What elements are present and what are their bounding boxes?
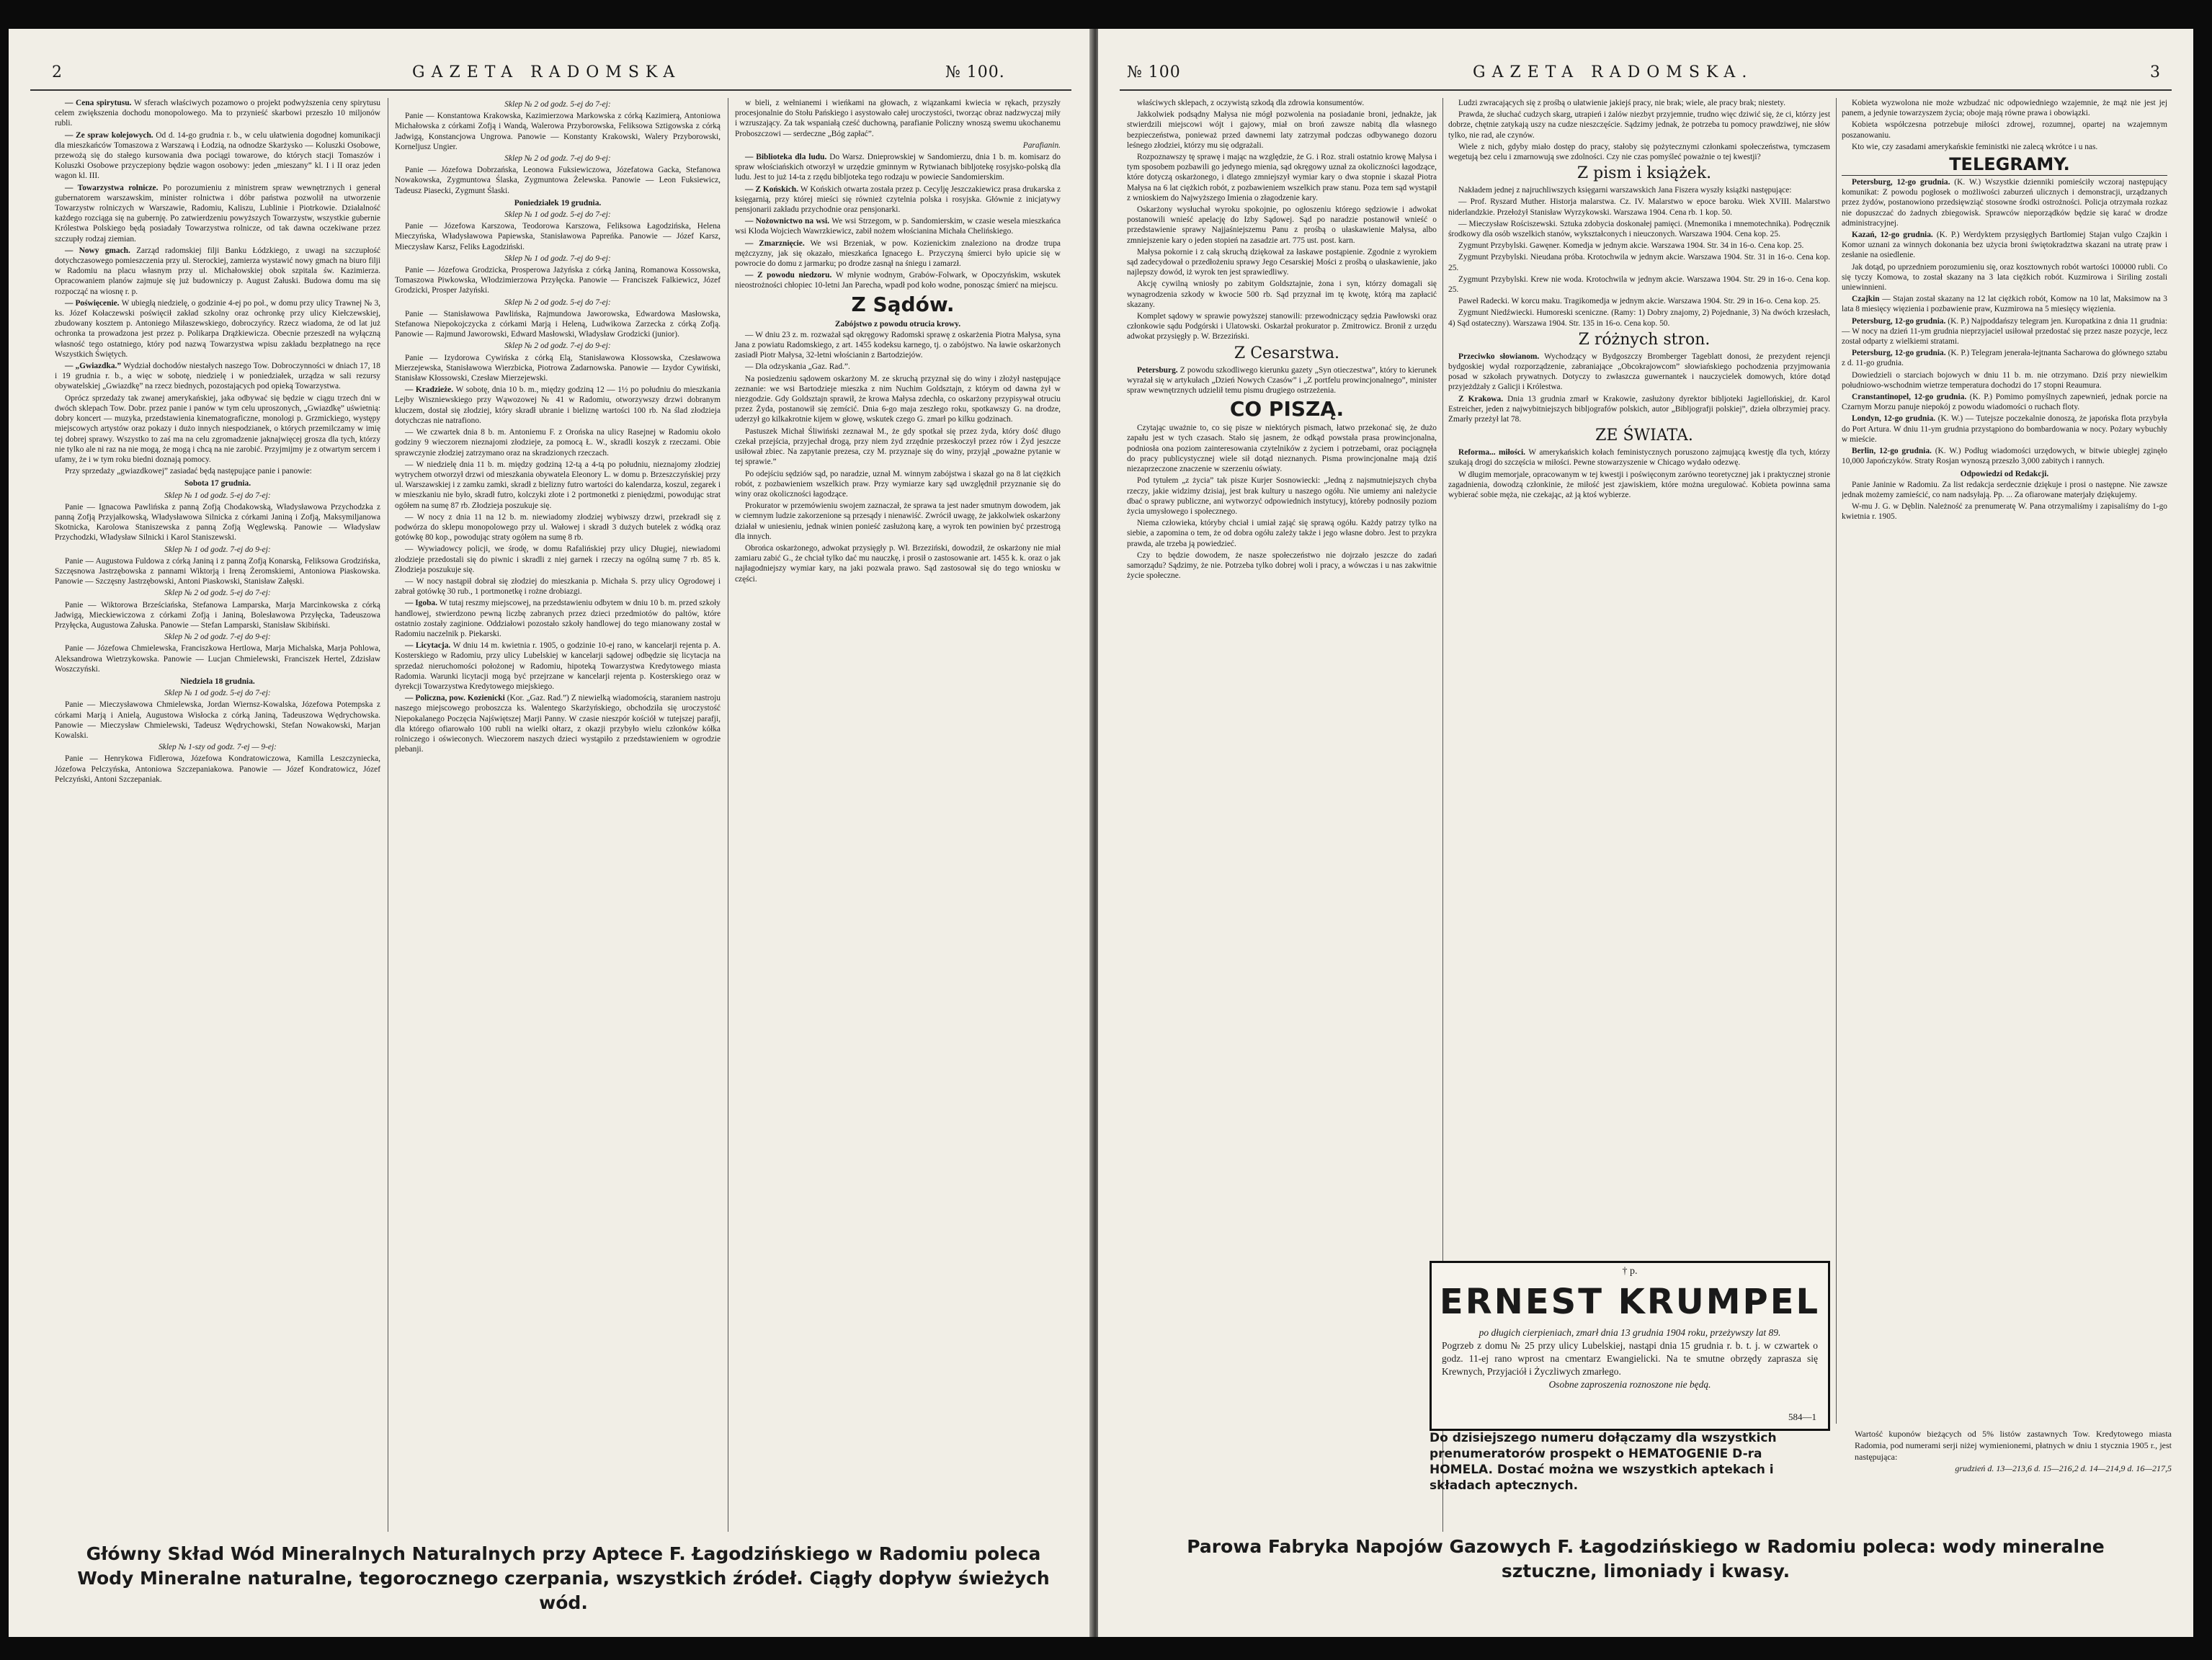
left-issue-number: № 100. (945, 63, 1005, 81)
shop-schedule: Sklep № 1 od godz. 5-ej do 7-ej: (164, 491, 271, 500)
article-paragraph: — Zmarznięcie. We wsi Brzeniak, w pow. Kozienickim znaleziono na drodze trupa mężczyzny, jak się okazało, mieszkańca Ignacego Ł. Przyczyną śmierci było upicie się w powrocie do domu z jarmarku; po drodze zasnął na śniegu i zamarzł. (735, 238, 1061, 269)
article-paragraph: — Biblioteka dla ludu. Do Warsz. Dnieprowskiej w Sandomierzu, dnia 1 b. m. komisarz do spraw włościańskich otworzył w urzędzie gminnym w Rytwianach bibljotekę rosyjsko-polską dla ludu. Jest to już 14-ta z rzędu bibljoteka tego rodzaju w powiecie Sandomierskim. (735, 153, 1061, 182)
article-paragraph: W długim memorjale, opracowanym w tej kwestji i poświęconym zarówno teoretycznej jak i praktycznej stronie zagadnienia, dowodzą członkinie, że miłość jest zjawiskiem, które można uregulować. Kobieta powinna sama wybierać sobie męża, nie czekając, aż ją ktoś wybierze. (1448, 470, 1830, 500)
signature: Parafianin. (1022, 140, 1061, 150)
right-column-divider (1836, 98, 1837, 1424)
article-headline: Petersburg, 12-go grudnia. (1852, 316, 1948, 326)
article-paragraph: — Cena spirytusu. W sferach właściwych pozamowo o projekt podwyższenia ceny spirytusu celem zwiększenia dochodu monopolowego. Ma to przynieść skarbowi przeszło 10 miljonów rubli. (55, 99, 380, 128)
article-paragraph: Cranstantinopel, 12-go grudnia. (K. P.) Pomimo pomyślnych zapewnień, jednak porcie na Czarnym Morzu panuje niepokój z powodu wiadomości o ruchach floty. (1842, 393, 2167, 412)
article-headline: Londyn, 12-go grudnia. (1852, 414, 1938, 424)
article-paragraph: Panie — Mieczysławowa Chmielewska, Jordan Wiernsz-Kowalska, Józefowa Potempska z córkami Marją i Anielą, Augustowa Wisłocka z córką Janiną, Tadeuszowa Wędrychowska. Panowie — Mieczysław Chmielewski, Tadeusz Wędrychowski, Stefan Nowakowski, Marjan Kowalski. (55, 700, 380, 740)
article-paragraph: Paweł Radecki. W korcu maku. Tragikomedja w jednym akcie. Warszawa 1904. Str. 29 in 16-o. Cena kop. 25. (1458, 297, 1821, 306)
article-paragraph: Panie — Ignacowa Pawlińska z panną Zofją Chodakowską, Władysławowa Przychodzka z panną Zofją Przyjałkowską, Władysławowa Silnicka z córkami Janiną i Zofją, Maksymiljanowa Skotnicka, Karolowa Staniszewska z panną Zofją Węglewską. Panowie — Władysław Przychodzki, Władysław Silnicki i Karol Staniszewski. (55, 502, 380, 543)
obituary-name: ERNEST KRUMPEL (1439, 1282, 1821, 1322)
article-headline: Berlin, 12-go grudnia. (1852, 447, 1935, 456)
hematogen-notice: Do dzisiejszego numeru dołączamy dla wszystkich prenumeratorów prospekt o HEMATOGENIE D-ra HOMELA. Dostać można we wszystkich aptekach i składach aptecznych. (1430, 1431, 1777, 1493)
coupon-text: Wartość kuponów bieżących od 5% listów zastawnych Tow. Kredytowego miasta Radomia, pod numerami serji niżej wymienionemi, płatnych w dniu 1 stycznia 1905 r., jest następująca: (1855, 1429, 2172, 1462)
article-paragraph: Oprócz sprzedaży tak zwanej amerykańskiej, jaka odbywać się będzie w ciągu trzech dni w dwóch sklepach Tow. Dobr. przez panie i panów w tym celu uproszonych, „Gwiazdkę” uświetnią: dobry koncert — muzyka, przedstawienia kinematograficzne, monologi p. Grzmickiego, występy miejscowych artystów oraz pokazy i dużo innych niespodzianek, o których przemilczamy w imię tej dobrej sprawy. Wszystko to zaś ma na celu zgromadzenie jaknajwięcej grosza dla tych, którzy nie tylko ale ni raz na nie mogą, że mogą i chcą na nie zarobić. Przyjmijmy je z otwartym sercem i ufamy, że i w tym roku biedni doznają pomocy. (55, 393, 380, 464)
article-headline: Cranstantinopel, 12-go grudnia. (1852, 393, 1970, 402)
article-headline: — Biblioteka dla ludu. (745, 153, 830, 162)
right-column-3 (1842, 98, 2167, 1416)
article-paragraph: Czytając uważnie to, co się pisze w niektórych pismach, łatwo przekonać się, że dużo zapału jest w tych czasach. Stało się jasnem, że odkąd powstała prasa prowincjonalna, podniosła ona poziom zainteresowania czytelników z życiem i potrzebami, oraz pociągnęła do pracy publicystycznej wiele sił dotąd nieznanych. Pisma prowincjonalne mają dziś niezaprzeczone znaczenie w szerzeniu oświaty. (1127, 424, 1437, 474)
left-column-1 (55, 98, 380, 1532)
article-headline: — Nowy gmach. (65, 246, 137, 255)
article-paragraph: — W niedzielę dnia 11 b. m. między godziną 12-tą a 4-tą po południu, nieznajomy złodziej wytrychem otworzył drzwi od mieszkania obywatela Eleonory L. w domu p. Brzeszczyńskiej przy ul. Warszawskiej i z zamku zamki, skradł z bielizny futro wartości do kalendarza, koszul, zegarek i w mieszkaniu nie było, skradł futro, kolczyki złote i 2 portmonetki z pieniędzmi, powodując strat ogółem na sumę 87 rb. Złodzieja poszukuje się. (395, 460, 721, 510)
article-paragraph: Petersburg. Z powodu szkodliwego kierunku gazety „Syn otieczestwa”, który to kierunek wyrażał się w artykułach „Dzień Nowych Czasów” i „Z portfelu prowincjonalnego”, minister spraw wewnętrznych udzielił temu pismu drugiego ostrzeżenia. (1127, 365, 1437, 396)
section-heading: CO PISZĄ. (1229, 397, 1344, 421)
article-paragraph: Akcję cywilną wniosły po zabitym Goldsztajnie, żona i syn, którzy domagali się wynagrodzenia szkody w kwocie 500 rb. Sąd przyznał im tę kwotę, którą ma zapłacić skazany. (1127, 280, 1437, 309)
article-paragraph: Londyn, 12-go grudnia. (K. W.) — Tutejsze poczekalnie donoszą, że japońska flota przybyła do Port Artura. W dniu 11-ym grudnia przystąpiono do bombardowania w nocy. Pożary wybuchły w mieście. (1842, 414, 2167, 444)
left-page-number: 2 (52, 63, 68, 81)
article-paragraph: Panie — Konstantowa Krakowska, Kazimierzowa Markowska z córką Kazimierą, Antoniowa Michałowska z córkami Zofją i Wandą, Walerowa Przyborowska, Feliksowa Sztigowska z córką Jadwigą, Konstancjowa Ungrowa. Panowie — Konstanty Krakowski, Walery Przyborowski, Korneljusz Ungier. (395, 112, 721, 151)
article-paragraph: Panie Janinie w Radomiu. Za list redakcja serdecznie dziękuje i prosi o następne. Nie zawsze jednak możemy zamieścić, co nam nadsyłają. Pp. ... Za ofiarowane materjały dziękujemy. (1842, 480, 2167, 499)
article-paragraph: — Nożownictwo na wsi. We wsi Strzegom, w p. Sandomierskim, w czasie wesela mieszkańca wsi Kloda Wojciech Wawrzkiewicz, zabił nożem włościanina Michała Chelińskiego. (735, 217, 1061, 236)
section-heading: Z Sądów. (851, 292, 955, 316)
article-paragraph: Małysa pokornie i z całą skruchą dziękował za łaskawe postąpienie. Zgodnie z wyrokiem sąd zadecydował o przedłożeniu sprawy Jego Cesarskiej Mości z prośbą o ułaskawienie, jako najlepszy dowód, iż wyrok ten jest sprawiedliwy. (1127, 247, 1437, 277)
article-paragraph: właściwych sklepach, z oczywistą szkodą dla zdrowia konsumentów. (1137, 99, 1365, 107)
article-paragraph: w bieli, z wełnianemi i wieńkami na głowach, z wiązankami kwiecia w rękach, przyszły procesjonalnie do Stołu Pańskiego i asystowało całej uroczystości, tworząc obraz nadzwyczaj miły i wzruszający. Za tak wspaniałą cześć duchowną, parafianie Policzny wnoszą swemu ukochanemu Proboszczowi — serdeczne „Bóg zapłać”. (735, 99, 1061, 138)
article-paragraph: — „Gwiazdka.” Wydział dochodów niestałych naszego Tow. Dobroczynności w dniach 17, 18 i 19 grudnia r. b., a więc w sobotę, niedzielę i w poniedziałek, urządza w sali rezursy obywatelskiej „Gwiazdkę” na rzecz biednych, pozostających pod opieką Towarzystwa. (55, 362, 380, 391)
section-heading: Z różnych stron. (1578, 330, 1711, 349)
article-paragraph: — Towarzystwa rolnicze. Po porozumieniu z ministrem spraw wewnętrznych i generał gubernatorem warszawskim, minister rolnictwa i dóbr państwa pozwolił na utworzenie Towarzystw rolniczych w Warszawie, Radomiu, Kaliszu, Lublinie i Piotrkowie. Działalność każdego rozciąga się na gubernję. Po zatwierdzeniu powyższych Towarzystw, wszystkie gubernie Królestwa Polskiego będą posiadały Towarzystwa rolnicze, od tak dawna oczekiwane przez szczupły rodzaj ziemian. (55, 183, 380, 244)
article-headline: — Licytacja. (405, 641, 453, 651)
article-paragraph: Obrońca oskarżonego, adwokat przysięgły p. Wł. Brzeziński, dowodził, że oskarżony nie miał zamiaru zabić G., że chciał tylko dać mu nauczkę, i prosił o zastosowanie art. 1455 k. k. oraz o jak najłagodniejszy wymiar kary, na jaki pozwala prawo. Sąd zastosował się do tego wniosku w części. (735, 543, 1061, 584)
article-paragraph: Prokurator w przemówieniu swojem zaznaczał, że sprawa ta jest nader smutnym dowodem, jak w ciemnym ludzie zakorzenione są przesądy i nienawiść. Zwrócił uwagę, że jakkolwiek oskarżony działał w uniesieniu, jednak winien ponieść zasłużoną karę, a wyrok ten powinien być przestrogą dla innych. (735, 501, 1061, 541)
article-paragraph: — Igoba. W tutaj reszmy miejscowej, na przedstawieniu odbytem w dniu 10 b. m. przed szkoły handlowej, stwierdzono pewną liczbę zabranych przez dzieci przedmiotów do paltów, które ostatnio zostały zaginione. Oddziałowi pozostało szkoły handlowej do tego mianowany został w Radomiu naczelnik p. Piekarski. (395, 599, 721, 638)
article-paragraph: Dowiedzieli o starciach bojowych w dniu 11 b. m. nie otrzymano. Dziś przy niewielkim południowo-wschodnim wietrze temperatura dochodzi do 17 stopni Reaumura. (1842, 370, 2167, 390)
article-paragraph: Jakkolwiek podsądny Małysa nie mógł pozwolenia na posiadanie broni, jednakże, jak stwierdzili miejscowi wójt i gajowy, miał on broń zawsze nabitą dla własnego bezpieczeństwa, ponieważ przed dawnemi laty zatrzymał podczas odbywanego dozoru leśnego złodziei, którzy mu się odgrażali. (1127, 110, 1437, 150)
article-paragraph: — Prof. Ryszard Muther. Historja malarstwa. Cz. IV. Malarstwo w epoce baroku. Wiek XVIII. Malarstwo niderlandzkie. Przełożył Stanisław Wyrzykowski. Warszawa 1904. Cena rb. 1 kop. 50. (1448, 197, 1830, 217)
article-headline: — Cena spirytusu. (65, 99, 135, 107)
article-paragraph: Panie — Józefowa Karszowa, Teodorowa Karszowa, Feliksowa Łagodzińska, Helena Mieczyńska, Władysławowa Papiewska, Stanisławowa Papreńka. Panowie — Józef Karsz, Mieczysław Karsz, Feliks Łagodziński. (395, 222, 721, 251)
right-column-2 (1448, 98, 1830, 1251)
article-paragraph: Czajkin — Stajan został skazany na 12 lat ciężkich robót, Komow na 10 lat, Maksimow na 3 lata 8 miesięcy więzienia i pozbawienie praw, Kuzmirowa na 5 miesięcy więzienia. (1842, 295, 2167, 314)
obituary-funeral-text: Pogrzeb z domu № 25 przy ulicy Lubelskiej, nastąpi dnia 15 grudnia r. b. t. j. w czwartek o godz. 11-ej rano wprost na cmentarz Ewangielicki. Na te smutne obrzędy zaprasza się Krewnych, Przyjaciół i Życzliwych zmarłego. (1442, 1340, 1818, 1377)
left-column-2 (395, 98, 721, 1532)
article-paragraph: — Licytacja. W dniu 14 m. kwietnia r. 1905, o godzinie 10-ej rano, w kancelarji rejenta p. A. Kosterskiego w Radomiu, przy ulicy Lubelskiej w kancelarji sądowej odbędzie się licytacja na sprzedaż nieruchomości położonej w Radomiu, hipoteką Towarzystwa Kredytowego miasta Radomia. Warunki licytacji mogą być przejrzane w kancelarji rejenta p. Kosterskiego oraz w dyrekcji Towarzystwa Kredytowego miejskiego. (395, 641, 721, 691)
section-heading: Z Cesarstwa. (1234, 344, 1340, 362)
article-headline: Z Krakowa. (1458, 394, 1508, 403)
shop-schedule: Sklep № 2 od godz. 7-ej do 9-ej: (164, 633, 271, 642)
telegrams-heading: TELEGRAMY. (1842, 153, 2167, 176)
coupon-rates: grudzień d. 13—213,6 d. 15—216,2 d. 14—214,9 d. 16—217,5 (1955, 1463, 2172, 1473)
article-paragraph: Petersburg, 12-go grudnia. (K. W.) Wszystkie dzienniki pomieściły wczoraj następujący komunikat: Z powodu pogłosek o możliwości zaburzeń ulicznych i demonstracji, urządzanych przez żydów, postanowiono przedsięwziąć stosowne środki ostrożności. Policja otrzymała rozkaz nie dopuszczać do żadnych zbiegowisk. Sprawców nieporządków będzie się karać w drodze administracyjnej. (1842, 178, 2167, 228)
article-paragraph: Panie — Stanisławowa Pawlińska, Rajmundowa Jaworowska, Edwardowa Masłowska, Stefanowa Niepokojczycka z córkami Marją i Heleną, Ludwikowa Zarzecka z córką Zofją. Panowie — Rajmund Jaworowski, Edward Masłowski, Władysław Grodzicki (junior). (395, 309, 721, 339)
article-headline: Petersburg, 12-go grudnia. (1852, 178, 1955, 187)
article-paragraph: — We czwartek dnia 8 b. m. Antoniemu F. z Orońska na ulicy Rasejnej w Radomiu około godziny 9 wieczorem nieznajomi złodzieje, za pomocą Ł. W., skradli koszyk z rzeczami. Obie sprawczynie złodziej zatrzymano oraz na skradzionych rzeczach. (395, 428, 721, 458)
article-paragraph: Panie — Józefowa Grodzicka, Prosperowa Jażyńska z córką Janiną, Romanowa Kossowska, Tomaszowa Piwkowska, Włodzimierzowa Przyłęcka. Panowie — Franciszek Falkiewicz, Józef Grodzicki, Prosper Jażyński. (395, 266, 721, 295)
article-paragraph: Ludzi zwracających się z prośbą o ułatwienie jakiejś pracy, nie brak; wiele, ale pracy brak; niestety. (1458, 99, 1785, 107)
article-headline: — Poświęcenie. (65, 298, 122, 308)
article-paragraph: Niema człowieka, któryby chciał i umiał zająć się sprawą ogółu. Każdy patrzy tylko na siebie, a zapomina o tem, że od dobra ogółu zależy także i jego własne dobro. Jest to przykra prawda, ale trzeba ją powiedzieć. (1127, 519, 1437, 548)
article-paragraph: Reforma... miłości. W amerykańskich kołach feministycznych poruszono zajmującą kwestję dla tych, którzy szukają drogi do szczęścia w miłości. Pewne stowarzyszenie w Chicago wydało odezwę. (1448, 448, 1830, 468)
article-paragraph: Zygmunt Przybylski. Krew nie woda. Krotochwila w jednym akcie. Warszawa 1904. Str. 29 in 16-o. Cena kop. 25. (1448, 275, 1830, 295)
article-paragraph: Petersburg, 12-go grudnia. (K. P.) Telegram jenerała-lejtnanta Sacharowa do głównego sztabu z d. 11-go grudnia. (1842, 349, 2167, 368)
section-heading: Z pism i książek. (1577, 164, 1712, 183)
article-paragraph: Nakładem jednej z najruchliwszych księgarni warszawskich Jana Fiszera wyszły książki następujące: (1458, 186, 1792, 195)
article-headline: — Kradzieże. (405, 385, 456, 395)
article-headline: Przeciwko słowianom. (1458, 352, 1545, 361)
article-paragraph: Jak dotąd, po uprzedniem porozumieniu się, oraz kosztownych robót wartości 100000 rubli. Co się tyczy Komowa, to został skazany na 3 lata ciężkich robót. Kuzmirowa i Siriling zostali uniewinnieni. (1842, 262, 2167, 293)
shop-schedule: Sklep № 1 od godz. 7-ej do 9-ej: (164, 545, 271, 554)
left-footer-advert: Główny Skład Wód Mineralnych Naturalnych przy Aptece F. Łagodzińskiego w Radomiu poleca Wody Mineralne naturalne, tegorocznego czerpania, wszystkich źródeł. Ciągły dopływ świeżych wód. (77, 1543, 1050, 1613)
article-paragraph: Oskarżony wysłuchał wyroku spokojnie, po ogłoszeniu którego sędziowie i adwokat postanowili wnieść apelację do Izby Sądowej. Sąd po naradzie postanowił wnieść o przedstawienie sprawy Najjaśniejszemu Panu z prośbą o ułaskawienie Małysa, albo zmniejszenie kary o jeden stopień na zasadzie art. 775 ust. post. karn. (1127, 205, 1437, 245)
article-paragraph: Panie — Józefowa Chmielewska, Franciszkowa Hertlowa, Marja Michalska, Marja Pohlowa, Aleksandrowa Wietrzykowska. Panowie — Lucjan Chmielewski, Franciszek Hertel, Zdzisław Woszczyński. (55, 644, 380, 674)
article-headline: Reforma... miłości. (1458, 448, 1529, 458)
article-paragraph: — W nocy z dnia 11 na 12 b. m. niewiadomy złodziej wybiwszy drzwi, przekradł się z podwórza do sklepu monopolowego przy ul. Wałowej i skradł 3 dużych butelek z wódką oraz gotówkę 80 kop., powodując straty ogółem na sumę 8 rb. (395, 512, 721, 543)
article-paragraph: Pod tytułem „z życia” tak pisze Kurjer Sosnowiecki: „Jedną z najsmutniejszych chyba rzeczy, jakie widzimy dzisiaj, jest brak kultury u naszego ogółu. Nie umiemy ani należycie dbać o sprawy publiczne, ani wytworzyć odpowiednich instytucyj, któreby podnosiły poziom życia umysłowego i społecznego. (1127, 476, 1437, 516)
article-paragraph: W-mu J. G. w Dęblin. Należność za prenumeratę W. Pana otrzymaliśmy i zapisaliśmy do 1-go kwietnia r. 1905. (1842, 502, 2167, 522)
article-paragraph: Na posiedzeniu sądowem oskarżony M. ze skruchą przyznał się do winy i złożył następujące zeznanie: we wsi Bartodzieje mieszka z nim Nuchim Goldsztajn, z którym od dawna żył w niezgodzie. Gdy Goldsztajn sprawił, że krowa Małysa zdechła, co oskarżony przypisywał otruciu przez Żyda, postanowił się zemścić. Dnia 6-go maja zeszłego roku, spotkawszy G. na drodze, uderzył go kilkakrotnie kijem w głowę, wskutek czego G. zmarł po kilku godzinach. (735, 374, 1061, 424)
article-paragraph: Z Krakowa. Dnia 13 grudnia zmarł w Krakowie, zasłużony dyrektor bibljoteki Jagiellońskiej, dr. Karol Estreicher, jeden z najwybitniejszych bibljografów polskich, autor „Bibljografji polskiej”, dzieła olbrzymiej pracy. Zmarły przeżył lat 78. (1448, 394, 1830, 424)
shop-schedule: Sklep № 2 od godz. 5-ej do 7-ej: (504, 100, 611, 109)
article-paragraph: Przeciwko słowianom. Wychodzący w Bydgoszczy Bromberger Tageblatt donosi, że prezydent rejencji bydgoskiej wydał rozporządzenie, zabraniające „Obcokrajowcom” słowiańskiego pochodzenia przyjmowania posad w szkołach prywatnych. Dotyczy to zwłaszcza guwernantek i nauczycielek domowych, które dotąd przyjeżdżały z Galicji i Królestwa. (1448, 352, 1830, 392)
subheading: Poniedziałek 19 grudnia. (514, 198, 602, 208)
article-headline: — Igoba. (405, 599, 440, 608)
coupon-values (1855, 1428, 2172, 1474)
shop-schedule: Sklep № 2 od godz. 7-ej do 9-ej: (504, 154, 611, 164)
obituary-code: 584—1 (1788, 1411, 1816, 1422)
article-headline: Petersburg, 12-go grudnia. (1852, 349, 1948, 358)
article-paragraph: Prawda, że słuchać cudzych skarg, utrapień i żalów niezbyt przyjemnie, trudno więc dziwić się, że ci, którzy jest dobrze, chętnie zatykają uszy na cudze nieszczęście. Sądzimy jednak, że potrzeba tu pomocy prawdziwej, nie słów tylko, nie rad, ale czynów. (1448, 110, 1830, 140)
right-footer-advert: Parowa Fabryka Napojów Gazowych F. Łagodzińskiego w Radomiu poleca: wody mineralne sztuczne, limoniady i kwasy. (1187, 1536, 2105, 1581)
article-paragraph: Panie — Augustowa Fuldowa z córką Janiną i z panną Zofją Konarską, Feliksowa Grodzińska, Szczęsnowa Jastrzębowska z pannami Wiktorją i Ireną Żeromskiemi, Antoniowa Piaskowska. Panowie — Szczęsny Jastrzębowski, Antoni Piaskowski, Stanisław Załęski. (55, 556, 380, 586)
shop-schedule: Sklep № 2 od godz. 5-ej do 7-ej: (504, 298, 611, 307)
article-headline: — Z Końskich. (745, 184, 800, 194)
article-paragraph: — W nocy nastąpił dobrał się złodziej do mieszkania p. Michała S. przy ulicy Ogrodowej i zabrał gotówkę 30 rub., 1 portmonetkę i rożne drobiazgi. (395, 576, 721, 597)
obituary-cross: † p. (1622, 1266, 1638, 1277)
article-paragraph: Zygmunt Przybylski. Nieudana próba. Krotochwila w jednym akcie. Warszawa 1904. Str. 31 in 16-o. Cena kop. 25. (1448, 253, 1830, 272)
article-paragraph: Panie — Józefowa Dobrzańska, Leonowa Fuksiewiczowa, Józefatowa Gacka, Stefanowa Nowakowska, Zygmuntowa Ślaska, Zygmuntowa Żelewska. Panowie — Leon Fuksiewicz, Tadeusz Piasecki, Zygmunt Ślaski. (395, 166, 721, 195)
article-paragraph: Przy sprzedaży „gwiazdkowej” zasiadać będą następujące panie i panowie: (65, 467, 312, 476)
article-headline: — Zmarznięcie. (745, 238, 811, 248)
article-paragraph: Wiele z nich, gdyby miało dostęp do pracy, stałoby się pożytecznymi członkami społeczeństwa, tymczasem wegetują bez celu i zmarnowują swe zdolności. Czy nie czas pomyśleć poważnie o tej kwestji? (1448, 142, 1830, 162)
article-paragraph: Kazań, 12-go grudnia. (K. P.) Werdyktem przysięgłych Bartłomiej Stajan vulgo Czajkin i Komor uznani za winnych dokonania bez użycia broni świętokradztwa skazani na utratę praw i zesłanie na osiedlenie. (1842, 231, 2167, 260)
article-paragraph: — Ze spraw kolejowych. Od d. 14-go grudnia r. b., w celu ułatwienia dogodnej komunikacji dla mieszkańców Tomaszowa z Warszawą i Łodzią, na odnodze Skarżysko — Koluszki Osobowe, przewożą się do stałego kursowania dwa pociągi towarowe, do których stacji Tomaszów i Koluszki Osobowe przyczepiony będzie wagon osobowy: jeden „mieszany” kl. I i II oraz jeden wagon kl. III. (55, 130, 380, 181)
left-header-rule (30, 89, 1071, 91)
shop-schedule: Sklep № 1 od godz. 5-ej do 7-ej: (504, 210, 611, 220)
subheading: Niedziela 18 grudnia. (180, 677, 255, 686)
article-headline: — Ze spraw kolejowych. (65, 130, 156, 140)
section-heading: ZE ŚWIATA. (1595, 427, 1693, 445)
article-headline: Petersburg. (1137, 365, 1180, 375)
right-header-rule (1120, 89, 2172, 91)
article-paragraph: Kobieta wyzwolona nie może wzbudzać nic odpowiedniego wzajemnie, że mąż nie jest jej panem, a jedynie towarzyszem życia; oboje mają równe prawa i obowiązki. (1842, 99, 2167, 118)
shop-schedule: Sklep № 1 od godz. 7-ej do 9-ej: (504, 254, 611, 263)
article-paragraph: — W dniu 23 z. m. rozważał sąd okręgowy Radomski sprawę z oskarżenia Piotra Małysa, syna Jana z powiatu Radomskiego, z art. 1455 kodeksu karnego, tj. o zabójstwo. Na ławie oskarżonych zasiadł Piotr Małysa, 32-letni włościanin z Bartodziejów. (735, 330, 1061, 360)
article-paragraph: — Nowy gmach. Zarząd radomskiej filji Banku Łódzkiego, z uwagi na szczupłość dotychczasowego pomieszczenia przy ul. Sterockiej, zamierza wystawić nowy gmach na biuro filji w Radomiu na placu własnym przy ul. Michałowskiej obok szpitala św. Kazimierza. Opracowaniem planów zajmuje się już budowniczy p. August Załuski. Budowa domu ma się rozpocząć na wiosnę r. p. (55, 246, 380, 296)
article-paragraph: Panie — Izydorowa Cywińska z córką Elą, Stanisławowa Kłossowska, Czesławowa Mierzejewska, Stanisławowa Wierzbicka, Piotrowa Zadarnowska. Panowie — Izydor Cywiński, Stanisław Kłossowski, Czesław Mierzejewski. (395, 353, 721, 383)
article-paragraph: Panie — Henrykowa Fidlerowa, Józefowa Kondratowiczowa, Kamilla Leszczyniecka, Józefowa Pelczyńska, Antoniowa Szczepaniakowa. Panowie — Józef Kondratowicz, Józef Pelczyński, Antoni Szczepaniak. (55, 754, 380, 784)
article-paragraph: — Mieczysław Rościszewski. Sztuka zdobycia doskonałej pamięci. (Mnemonika i mnemotechnika). Podręcznik środkowy dla osób wszelkich stanów, wykształconych i nieuczonych. Warszawa 1904. Cena kop. 25. (1448, 219, 1830, 239)
article-paragraph: Panie — Wiktorowa Brześciańska, Stefanowa Lamparska, Marja Marcinkowska z córką Jadwigą, Mieckiewiczowa z córkami Zofją i Janiną, Bolesławowa Przyłęcka, Tadeuszowa Przyłęcka, Augustowa Załuska. Panowie — Stefan Lamparski, Stanisław Skibiński. (55, 600, 380, 630)
article-paragraph: Berlin, 12-go grudnia. (K. W.) Podług wiadomości urzędowych, w bitwie ubiegłej zginęło 10,000 Japończyków. Straty Rosjan wynoszą przeszło 3,000 zabitych i rannych. (1842, 447, 2167, 466)
obituary-box (1430, 1261, 1830, 1431)
article-paragraph: Kto wie, czy zasadami amerykańskie feministki nie zalecą wkrótce i u nas. (1852, 142, 2098, 151)
obituary-note: Osobne zaproszenia roznoszone nie będą. (1548, 1379, 1711, 1390)
article-headline: — Towarzystwa rolnicze. (65, 183, 163, 192)
article-paragraph: Petersburg, 12-go grudnia. (K. P.) Najpoddańszy telegram jen. Kuropatkina z dnia 11 grudnia: — W nocy na dzień 11-ym grudnia nieprzyjaciel usiłował przedostać się przez nasze pozycje, lecz został odparty z wielkiemi stratami. (1842, 316, 2167, 347)
article-paragraph: Komplet sądowy w sprawie powyższej stanowili: przewodniczący sędzia Pawłowski oraz członkowie sądu Podgórski i Ulatowski. Oskarżał prokurator p. Zmitrowicz. Bronił z urzędu adwokat przysięgły p. W. Brzeziński. (1127, 312, 1437, 342)
subheading: Sobota 17 grudnia. (184, 479, 251, 488)
right-newspaper-page (1098, 29, 2193, 1637)
article-headline: — Policzna, pow. Kozienicki (405, 694, 507, 703)
article-paragraph: Kobieta współczesna potrzebuje miłości zdrowej, rozumnej, opartej na wzajemnym poszanowaniu. (1842, 120, 2167, 140)
article-headline: — „Gwiazdka.” (65, 362, 124, 371)
shop-schedule: Sklep № 1-szy od godz. 7-ej — 9-ej: (159, 743, 277, 752)
article-paragraph: — Z powodu niedzoru. W młynie wodnym, Grabów-Folwark, w Opoczyńskim, wskutek nieostrożności chłopiec 10-letni Jan Parecha, wpadł pod koło wodne, ponosząc śmierć na miejscu. (735, 271, 1061, 290)
article-paragraph: — Poświęcenie. W ubiegłą niedzielę, o godzinie 4-ej po poł., w domu przy ulicy Trawnej № 3, ks. Józef Kołaczewski poświęcił zakład szkolny oraz ochronkę przy ulicy Kiełczewskiej, zbudowany kosztem p. Antoniego Miłaszewskiego, dobroczyńcy. Rzecz wiadoma, że od lat już ochronka ta prowadzona jest przez p. Polikarpa Drążkiewicza. Obecnie przeszedł na wyłączną własność tego ostatniego, który pod nazwą Towarzystwa wpisu zakładu bezpłatnego na ręce Wszystkich Świętych. (55, 298, 380, 359)
article-paragraph: Po odejściu sędziów sąd, po naradzie, uznał M. winnym zabójstwa i skazał go na 8 lat ciężkich robót, z pozbawieniem wszelkich praw. Przy wymiarze kary sąd uwzględnił przyznanie się do winy oraz okoliczności łagodzące. (735, 469, 1061, 499)
article-paragraph: Zygmunt Przybylski. Gawęner. Komedja w jednym akcie. Warszawa 1904. Str. 34 in 16-o. Cena kop. 25. (1458, 241, 1804, 251)
right-column-1 (1127, 98, 1437, 1337)
article-paragraph: — Kradzieże. W sobotę, dnia 10 b. m., między godziną 12 — 1½ po południu do mieszkania Lejby Wiszniewskiego przy Wąwozowej № 41 w Radomiu, otworzywszy drzwi dobranym kluczem, dostał się złodziej, który skradł ubranie i bieliznę wartości 100 rb. Na ślad złodzieja dotychczas nie natrafiono. (395, 385, 721, 425)
article-headline: — Nożownictwo na wsi. (745, 217, 832, 226)
right-page-number: 3 (2150, 63, 2167, 81)
article-paragraph: — Z Końskich. W Końskich otwarta została przez p. Cecylję Jeszczakiewicz prasa drukarska z księgarnią, przy której mieści się również czytelnia polska i rosyjska. Głównie z inicjatywy pensjonarii zakładu przychodnie oraz pensjonarki. (735, 184, 1061, 215)
article-paragraph: Zygmunt Niedźwiecki. Humoreski sceniczne. (Ramy: 1) Dobry znajomy, 2) Pojednanie, 3) Na dwóch krzesłach, 4) Sąd ostateczny). Warszawa 1904. Str. 135 in 16-o. Cena kop. 50. (1448, 308, 1830, 328)
article-headline: — Z powodu niedzoru. (745, 271, 836, 280)
shop-schedule: Sklep № 2 od godz. 7-ej do 9-ej: (504, 342, 611, 351)
article-paragraph: — Wywiadowcy policji, we środę, w domu Rafalińskiej przy ulicy Długiej, niewiadomi złodzieje przedostali się do piwnic i skradli z niej garnek i rzeczy na ogólną sumę 7 rb. 85 k. Złodzieja poszukuje się. (395, 545, 721, 574)
left-masthead: GAZETA RADOMSKA (412, 63, 682, 81)
right-issue-number: № 100 (1127, 63, 1181, 81)
article-paragraph: Rozpoznawszy tę sprawę i mając na względzie, że G. i Roz. strali ostatnio krowę Małysa i tym sposobem pozbawili go jedynego mienia, sąd okręgowy uznał za okoliczności łagodzące, które dotyczą oskarżonego, i dlatego zmniejszył wymiar kary o dwa stopnie i skazał Piotra Małysa na 6 lat ciężkich robót, z pozbawieniem wszelkich praw stanu. Poza tem sąd wystąpił z wnioskiem do Najwyższego Imienia o złagodzenie kary. (1127, 153, 1437, 202)
article-paragraph: Pastuszek Michał Śliwiński zeznawał M., że gdy spotkał się przez żyda, który dość długo czekał przejścia, przyjechał drogą, przy niem żyd zrzędnie przeskoczył przez rów i Żyd jeszcze usiłował zbiec. Na zapytanie prezesa, czy M. przyznaje się do winy, przyjął „poważne pytanie w tej sprawie.” (735, 427, 1061, 467)
obituary-death-line: po długich cierpieniach, zmarł dnia 13 grudnia 1904 roku, przeżywszy lat 89. (1479, 1327, 1781, 1338)
subheading: Zabójstwo z powodu otrucia krowy. (834, 319, 961, 329)
left-running-head (9, 63, 1093, 92)
article-headline: Czajkin (1852, 295, 1883, 304)
article-paragraph: Czy to będzie dowodem, że nasze społeczeństwo nie dojrzało jeszcze do zadań samorządu? Sądzimy, że nie. Potrzeba tylko dobrej woli i pracy, a wówczas i u nas zakwitnie życie społeczne. (1127, 550, 1437, 581)
left-column-3 (735, 98, 1061, 1532)
left-newspaper-page (9, 29, 1093, 1637)
shop-schedule: Sklep № 2 od godz. 5-ej do 7-ej: (164, 589, 271, 598)
subheading: Odpowiedzi od Redakcji. (1960, 469, 2049, 478)
article-paragraph: — Dla odzyskania „Gaz. Rad.”. (745, 362, 850, 372)
right-running-head (1098, 63, 2193, 92)
shop-schedule: Sklep № 1 od godz. 5-ej do 7-ej: (164, 689, 271, 698)
right-masthead: GAZETA RADOMSKA. (1473, 63, 1754, 81)
article-paragraph: — Policzna, pow. Kozienicki (Kor. „Gaz. Rad.”) Z niewielką wiadomością, staraniem nastroju naszego miejscowego proboszcza ks. Walentego Skarżyńskiego, obchodziła się uroczystość Niepokalanego Poczęcia Najświętszej Marji Panny. W czasie nieszpór kościół w tutejszej parafji, dla którego ofiarowało 100 rubli na wielki ołtarz, z okazji przybyło wielu członków kółka rolniczego i oświeconych. Wieczorem naszych dzieci wystąpiło z przedstawieniem w ogrodzie plebanji. (395, 694, 721, 754)
article-headline: Kazań, 12-go grudnia. (1852, 231, 1937, 240)
